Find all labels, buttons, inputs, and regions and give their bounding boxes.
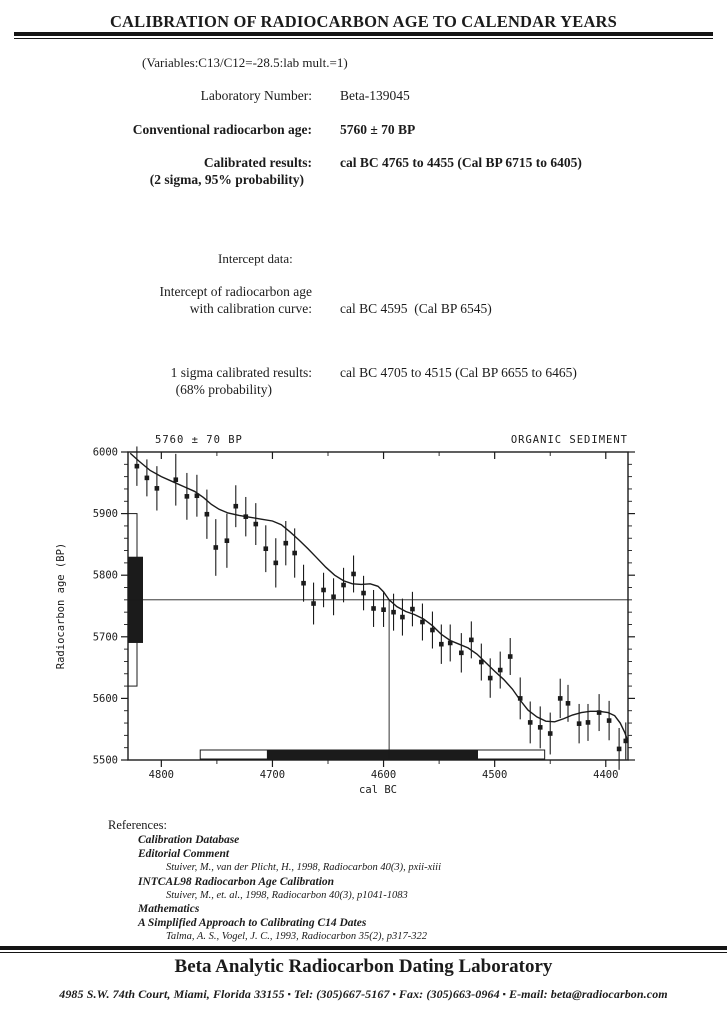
data-point <box>135 464 140 469</box>
data-point <box>253 522 258 527</box>
data-point <box>479 660 484 665</box>
data-point <box>410 607 415 612</box>
data-point <box>498 668 503 673</box>
conventional-age-label: Conventional radiocarbon age: <box>132 122 312 137</box>
data-point <box>597 710 602 715</box>
references-section <box>108 818 441 944</box>
data-point <box>311 601 316 606</box>
plot-frame <box>128 452 628 760</box>
conventional-age-value: 5760 ± 70 BP <box>340 122 416 137</box>
data-point <box>400 615 405 620</box>
calibration-curve <box>130 453 628 741</box>
y-tick-label: 5700 <box>92 631 118 644</box>
data-point <box>548 731 553 736</box>
data-point <box>459 651 464 656</box>
reference-citation: Stuiver, M., et. al., 1998, Radiocarbon 40(3), p1041-1083 <box>166 889 408 901</box>
intercept-label-line2: with calibration curve: <box>189 301 312 316</box>
data-point <box>205 512 210 517</box>
footer-address-line <box>0 987 727 1002</box>
references-heading: References: <box>108 818 167 832</box>
data-point <box>558 696 563 701</box>
one-sigma-cal-bar <box>267 750 478 759</box>
intercept-data-heading: Intercept data: <box>218 251 293 266</box>
y-tick-label: 5800 <box>92 569 118 582</box>
data-point <box>213 545 218 550</box>
data-point <box>528 720 533 725</box>
x-tick-label: 4500 <box>482 769 508 781</box>
intercept-value: cal BC 4595 (Cal BP 6545) <box>340 301 492 316</box>
data-point <box>233 504 238 509</box>
data-point <box>448 641 453 646</box>
data-point <box>331 594 336 599</box>
reference-citation: Stuiver, M., van der Plicht, H., 1998, Radiocarbon 40(3), pxii-xiii <box>166 862 441 873</box>
lab-number-label: Laboratory Number: <box>200 88 312 103</box>
header-rule <box>14 32 713 39</box>
data-point <box>518 696 523 701</box>
data-point <box>488 676 493 681</box>
data-point <box>469 638 474 643</box>
page-title: CALIBRATION OF RADIOCARBON AGE TO CALENDAR YEARS <box>109 12 618 31</box>
intercept-label-line1: Intercept of radiocarbon age <box>159 284 312 299</box>
reference-title: Mathematics <box>138 903 200 915</box>
calibration-chart <box>50 425 650 805</box>
data-point <box>607 718 612 723</box>
footer-address: 4985 S.W. 74th Court, Miami, Florida 33155 <box>59 987 285 1001</box>
data-point <box>381 607 386 612</box>
data-point <box>351 572 356 577</box>
data-point <box>321 588 326 593</box>
data-point <box>577 721 582 726</box>
data-point <box>263 546 268 551</box>
x-axis-title: cal BC <box>359 784 397 796</box>
x-tick-label: 4700 <box>259 769 286 781</box>
data-point <box>173 477 178 482</box>
footer-rule <box>0 946 727 953</box>
y-axis-title: Radiocarbon age (BP) <box>55 542 67 670</box>
data-point <box>195 493 200 498</box>
calibrated-results-sublabel: (2 sigma, 95% probability) <box>149 172 304 187</box>
data-point <box>243 514 248 519</box>
data-point <box>341 583 346 588</box>
footer-fax: Fax: (305)663-0964 <box>398 987 500 1001</box>
data-point <box>145 476 150 481</box>
calibrated-results-value: cal BC 4765 to 4455 (Cal BP 6715 to 6405) <box>340 155 582 170</box>
bullet-separator-icon: ▪ <box>392 989 396 999</box>
bullet-separator-icon: ▪ <box>502 989 506 999</box>
data-point <box>292 551 297 556</box>
data-point <box>301 581 306 586</box>
data-point <box>420 620 425 625</box>
calibration-chart-svg <box>50 425 650 805</box>
reference-title: A Simplified Approach to Calibrating C14 Dates <box>138 917 367 929</box>
y-tick-label: 6000 <box>92 446 118 459</box>
data-point <box>586 720 591 725</box>
chart-material-label: ORGANIC SEDIMENT <box>510 434 628 446</box>
reference-citation: Talma, A. S., Vogel, J. C., 1993, Radiocarbon 35(2), p317-322 <box>166 931 428 942</box>
reference-title: Editorial Comment <box>138 848 230 860</box>
data-point <box>273 561 278 566</box>
footer-email: E-mail: beta@radiocarbon.com <box>508 987 668 1001</box>
reference-title: Calibration Database <box>138 834 240 846</box>
reference-title: INTCAL98 Radiocarbon Age Calibration <box>138 875 335 888</box>
bullet-separator-icon: ▪ <box>287 989 291 999</box>
data-point <box>391 610 396 615</box>
data-point <box>155 486 160 491</box>
data-point <box>185 494 190 499</box>
lab-number-value: Beta-139045 <box>340 88 410 103</box>
data-point <box>538 725 543 730</box>
data-point <box>225 538 230 543</box>
calibrated-results-label: Calibrated results: <box>203 155 312 170</box>
footer-lab-name: Beta Analytic Radiocarbon Dating Laboratory <box>174 956 553 977</box>
one-sigma-results-label: 1 sigma calibrated results: <box>170 365 312 380</box>
data-point <box>283 541 288 546</box>
data-point <box>430 628 435 633</box>
y-tick-label: 5600 <box>92 692 118 705</box>
data-point <box>566 701 571 706</box>
x-tick-label: 4600 <box>370 769 397 781</box>
data-point <box>371 606 376 611</box>
data-point <box>361 591 366 596</box>
data-point <box>508 654 513 659</box>
one-sigma-results-value: cal BC 4705 to 4515 (Cal BP 6655 to 6465) <box>340 365 577 380</box>
x-tick-label: 4400 <box>593 769 619 781</box>
chart-sample-age-label: 5760 ± 70 BP <box>155 434 243 446</box>
x-tick-label: 4800 <box>148 769 174 781</box>
data-point <box>439 642 444 647</box>
one-sigma-results-sublabel: (68% probability) <box>175 382 272 397</box>
y-tick-label: 5900 <box>92 508 118 521</box>
variables-line: (Variables:C13/C12=-28.5:lab mult.=1) <box>142 55 348 70</box>
data-point <box>617 747 622 752</box>
footer-tel: Tel: (305)667-5167 <box>293 987 390 1001</box>
y-tick-label: 5500 <box>92 754 118 767</box>
